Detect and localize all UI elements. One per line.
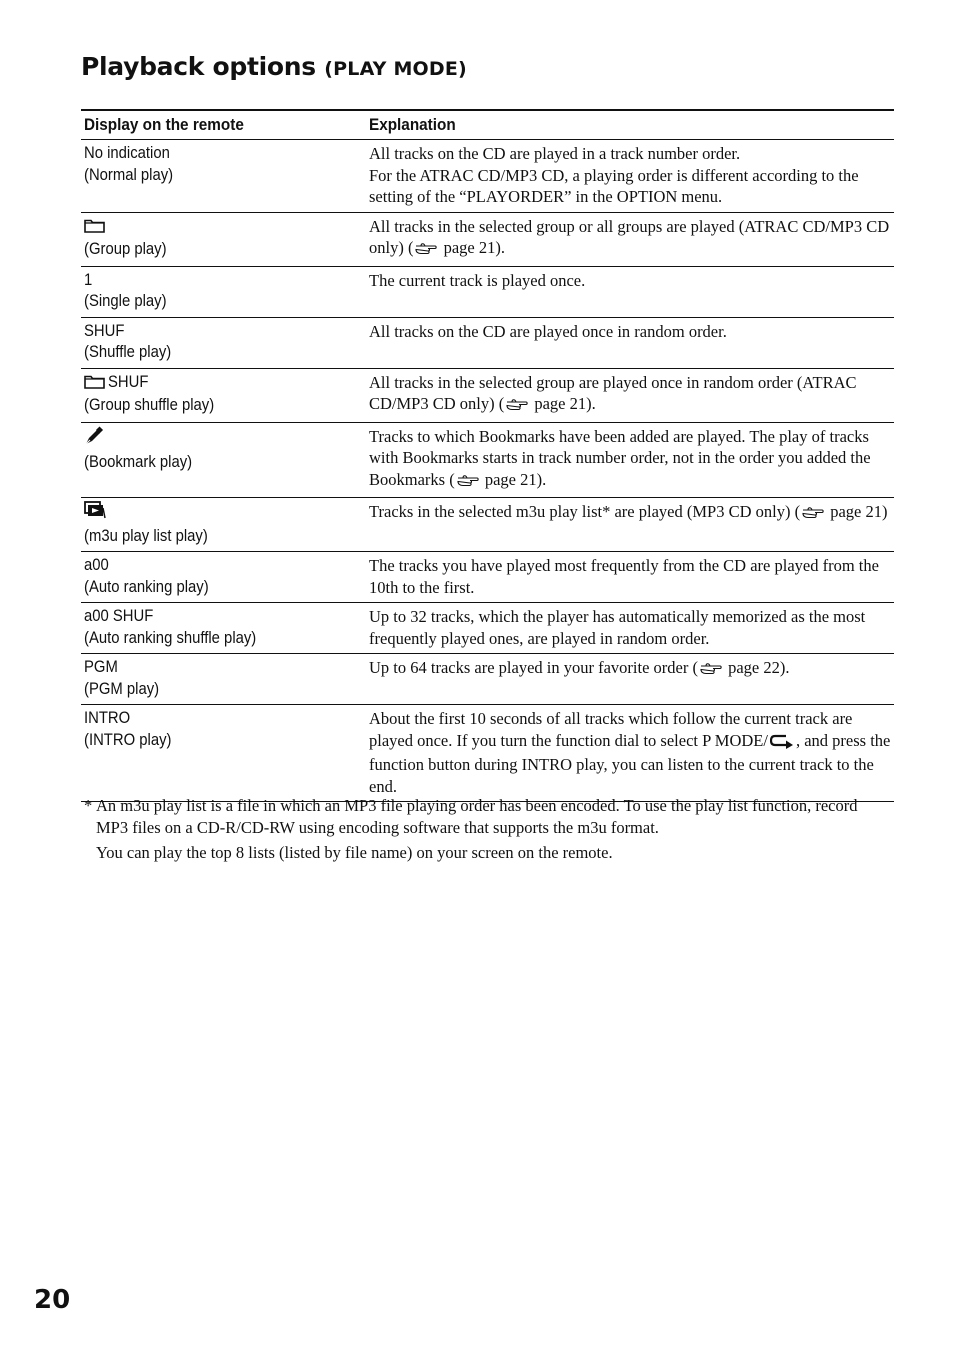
display-cell: [81, 266, 366, 317]
table-row: [81, 705, 894, 802]
display-mode-name: (Bookmark play): [84, 453, 193, 471]
display-mode-name: (INTRO play): [84, 730, 172, 749]
folder-icon: [84, 374, 105, 396]
display-indicator: 1: [84, 270, 93, 289]
explanation-cell: [366, 266, 894, 317]
footnote-text-2: You can play the top 8 lists (listed by file name) on your screen on the remote.: [96, 843, 613, 862]
pointing-hand-icon: [415, 240, 437, 262]
display-mode-name: (m3u play list play): [84, 526, 208, 545]
display-mode-name: (Single play): [84, 292, 167, 310]
display-indicator: [84, 501, 366, 526]
display-indicator: INTRO: [84, 709, 131, 727]
footnote-mark: *: [84, 796, 93, 815]
table-body: [81, 140, 894, 802]
explanation-cell: About the first 10 seconds of all tracks which follow the current track are played once. If you turn the function dial to select P MODE/ , and press the function button during INTRO play, you can listen to the current track to the end.: [366, 705, 894, 802]
pointing-hand-icon: [506, 396, 528, 418]
table-row: [81, 368, 894, 422]
display-cell: [81, 603, 366, 654]
display-cell: [81, 368, 366, 422]
footnote: [84, 795, 884, 868]
page-title: [81, 52, 467, 81]
table-row: [81, 552, 894, 603]
display-indicator: [84, 426, 366, 453]
explanation-text: Up to 32 tracks, which the player has automatically memorized as the most frequently played ones, are played in random order.: [369, 607, 866, 648]
explanation-cell: [366, 603, 894, 654]
explanation-cell: Tracks in the selected m3u play list* are played (MP3 CD only) ( page 21): [366, 498, 894, 552]
page-number: 20: [34, 1285, 71, 1315]
table-row: [81, 422, 894, 498]
display-mode-name: (Shuffle play): [84, 343, 172, 361]
display-mode-name: (Normal play): [84, 165, 174, 184]
table-row: [81, 603, 894, 654]
playlist-icon: [84, 501, 106, 526]
display-cell: [81, 705, 366, 802]
play-mode-table: [81, 109, 894, 802]
table-row: [81, 266, 894, 317]
table-row: [81, 654, 894, 705]
display-cell: [81, 654, 366, 705]
explanation-cell: All tracks in the selected group are played once in random order (ATRAC CD/MP3 CD only) ( page 21).: [366, 368, 894, 422]
pointing-hand-icon: [700, 660, 722, 682]
folder-icon: [84, 218, 105, 240]
explanation-cell: [366, 317, 894, 368]
table-row: [81, 498, 894, 552]
bookmark-icon: [84, 426, 104, 453]
display-indicator: SHUF: [84, 321, 125, 340]
display-mode-name: (Auto ranking shuffle play): [84, 628, 257, 647]
display-cell: [81, 498, 366, 552]
header-explanation: Explanation: [366, 110, 894, 140]
explanation-text: For the ATRAC CD/MP3 CD, a playing order is different according to the setting of the “PLAYORDER” in the OPTION menu.: [369, 165, 859, 206]
display-mode-name: (PGM play): [84, 679, 160, 698]
table-row: [81, 140, 894, 213]
pointing-hand-icon: [802, 504, 824, 526]
display-indicator: a00 SHUF: [84, 607, 154, 625]
explanation-cell: Up to 64 tracks are played in your favorite order ( page 22).: [366, 654, 894, 705]
display-indicator: No indication: [84, 144, 170, 162]
display-indicator: a00: [84, 556, 109, 574]
display-cell: [81, 212, 366, 266]
explanation-cell: All tracks in the selected group or all groups are played (ATRAC CD/MP3 CD only) ( page 21).: [366, 212, 894, 266]
repeat-arrow-icon: [770, 733, 794, 755]
display-mode-name: (Group play): [84, 240, 167, 258]
display-cell: [81, 552, 366, 603]
explanation-text: The tracks you have played most frequently from the CD are played from the 10th to the first.: [369, 556, 879, 597]
display-mode-name: (Auto ranking play): [84, 577, 209, 596]
explanation-cell: [366, 140, 894, 213]
explanation-text: All tracks on the CD are played in a track number order.: [369, 144, 741, 163]
footnote-text: An m3u play list is a file in which an MP3 file playing order has been encoded. To use the play list function, record MP3 files on a CD-R/CD-RW using encoding software that supports the m3u format.: [96, 796, 858, 837]
display-cell: [81, 317, 366, 368]
title-main: Playback options: [81, 52, 316, 81]
title-sub: (PLAY MODE): [324, 58, 467, 80]
display-indicator: SHUF: [84, 372, 366, 396]
explanation-cell: Tracks to which Bookmarks have been added are played. The play of tracks with Bookmarks starts in track number order, not in the order you added the Bookmarks ( page 21).: [366, 422, 894, 498]
pointing-hand-icon: [457, 472, 479, 494]
display-cell: [81, 422, 366, 498]
explanation-text: The current track is played once.: [369, 270, 586, 290]
display-indicator: [84, 216, 366, 240]
header-display: Display on the remote: [81, 110, 366, 140]
display-mode-name: (Group shuffle play): [84, 396, 215, 414]
display-indicator: PGM: [84, 658, 118, 676]
explanation-cell: [366, 552, 894, 603]
table-header-row: [81, 110, 894, 140]
table-row: [81, 317, 894, 368]
table-row: [81, 212, 894, 266]
explanation-text: All tracks on the CD are played once in random order.: [369, 321, 727, 341]
display-cell: [81, 140, 366, 213]
